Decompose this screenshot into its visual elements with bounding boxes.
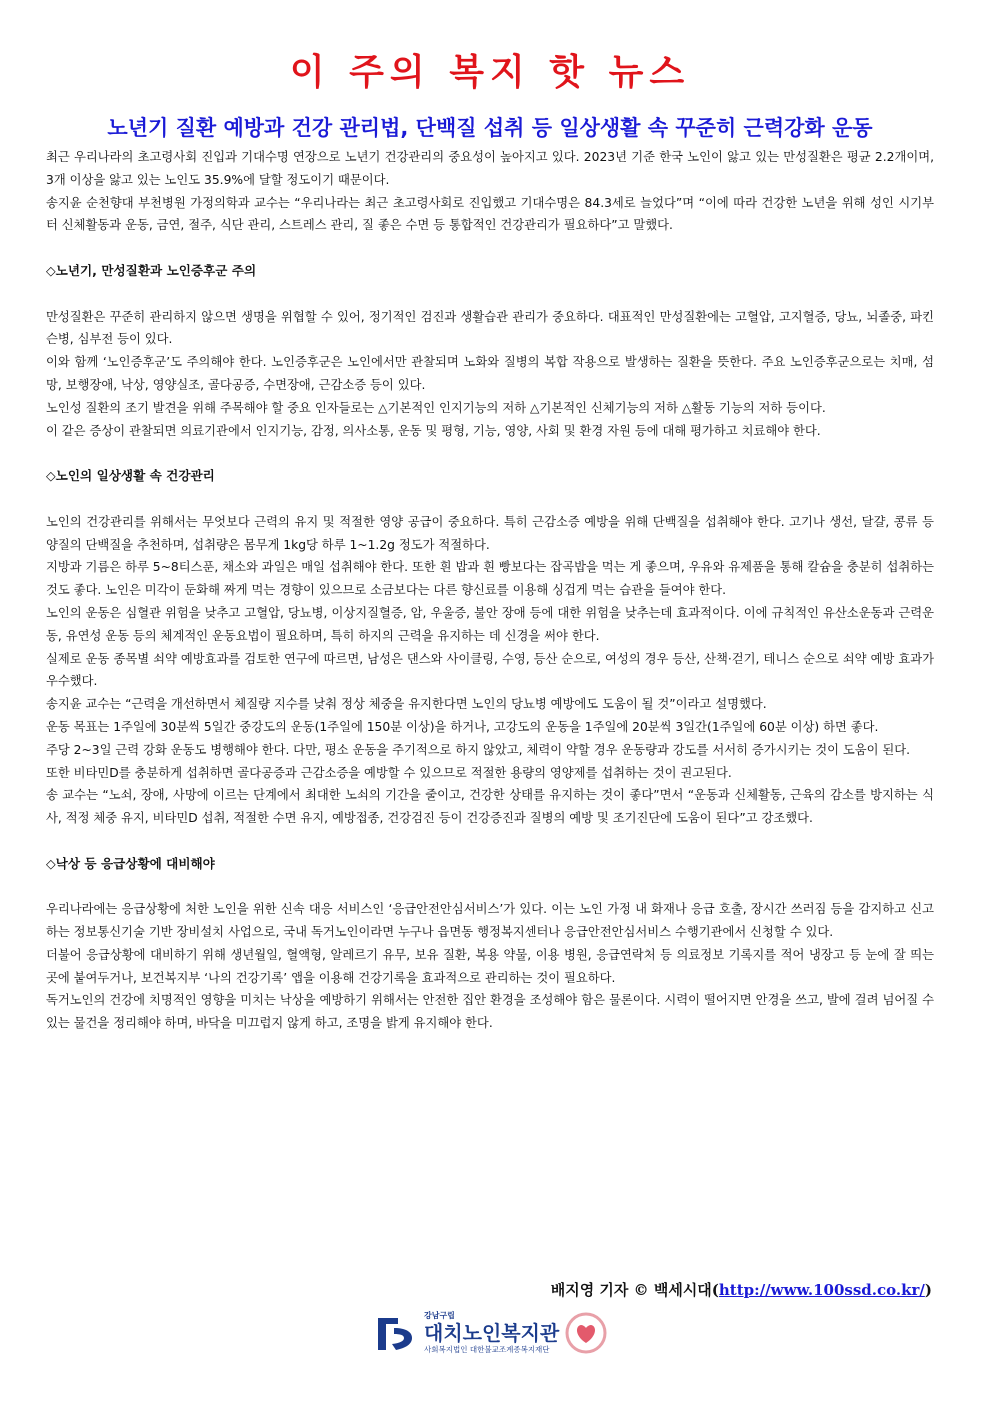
source-link[interactable]: http://www.100ssd.co.kr/ bbox=[718, 1281, 925, 1299]
byline-close: ) bbox=[924, 1281, 932, 1299]
paragraph: 이 같은 증상이 관찰되면 의료기관에서 인지기능, 감정, 의사소통, 운동 및 평형, 기능, 영양, 사회 및 환경 자원 등에 대해 평가하고 치료해야 한다. bbox=[46, 423, 821, 438]
section-heading: ◇노인의 일상생활 속 건강관리 bbox=[46, 468, 215, 484]
heart-emblem-icon bbox=[563, 1310, 609, 1356]
section-body bbox=[46, 306, 934, 443]
paragraph: 더불어 응급상황에 대비하기 위해 생년월일, 혈액형, 알레르기 유무, 보유 질환, 복용 약물, 이용 병원, 응급연락처 등 의료정보 기록지를 적어 냉장고 등 눈에 잘 띄는 곳에 붙여두거나, 보건복지부 ‘나의 건강기록’ 앱을 이용해 건강기록을 효과적으로 관리하는 것이 필요하다. bbox=[46, 947, 934, 985]
section-body bbox=[46, 511, 934, 830]
paragraph: 운동 목표는 1주일에 30분씩 5일간 중강도의 운동(1주일에 150분 이상)을 하거나, 고강도의 운동을 1주일에 20분씩 3일간(1주일에 60분 이상) 하면 좋다. bbox=[46, 719, 879, 734]
paragraph: 또한 비타민D를 충분하게 섭취하면 골다공증과 근감소증을 예방할 수 있으므로 적절한 용량의 영양제를 섭취하는 것이 권고된다. bbox=[46, 765, 732, 780]
paragraph: 만성질환은 꾸준히 관리하지 않으면 생명을 위협할 수 있어, 정기적인 검진과 생활습관 관리가 중요하다. 대표적인 만성질환에는 고혈압, 고지혈증, 당뇨, 뇌졸중, 파킨슨병, 심부전 등이 있다. bbox=[46, 309, 934, 347]
paragraph: 노인의 건강관리를 위해서는 무엇보다 근력의 유지 및 적절한 영양 공급이 중요하다. 특히 근감소증 예방을 위해 단백질을 섭취해야 한다. 고기나 생선, 달걀, 콩류 등 양질의 단백질을 추천하며, 섭취량은 몸무게 1kg당 하루 1~1.2g 정도가 적절하다. bbox=[46, 514, 934, 552]
paragraph: 지방과 기름은 하루 5~8티스푼, 채소와 과일은 매일 섭취해야 한다. 또한 흰 밥과 흰 빵보다는 잡곡밥을 먹는 게 좋으며, 우유와 유제품을 통해 칼슘을 충분히 섭취하는 것도 좋다. 노인은 미각이 둔화해 짜게 먹는 경향이 있으므로 소금보다는 다른 향신료를 이용해 싱겁게 먹는 습관을 들여야 한다. bbox=[46, 560, 934, 598]
section-body bbox=[46, 898, 934, 1035]
paragraph: 실제로 운동 종목별 쇠약 예방효과를 검토한 연구에 따르면, 남성은 댄스와 사이클링, 수영, 등산 순으로, 여성의 경우 등산, 산책·걷기, 테니스 순으로 쇠약 예방 효과가 우수했다. bbox=[46, 651, 934, 689]
paragraph: 송지윤 교수는 “근력을 개선하면서 체질량 지수를 낮춰 정상 체중을 유지한다면 노인의 당뇨병 예방에도 도움이 될 것”이라고 설명했다. bbox=[46, 697, 767, 712]
logo-bottom-text: 사회복지법인 대한불교조계종복지재단 bbox=[424, 1345, 550, 1354]
paragraph: 노인성 질환의 조기 발견을 위해 주목해야 할 중요 인자들로는 △기본적인 인지기능의 저하 △기본적인 신체기능의 저하 △활동 기능의 저하 등이다. bbox=[46, 400, 826, 415]
article-intro bbox=[46, 146, 934, 237]
byline-text: 배지영 기자 © 백세시대( bbox=[550, 1281, 719, 1299]
byline bbox=[551, 1279, 932, 1300]
page-title: 이 주의 복지 핫 뉴스 bbox=[289, 52, 691, 93]
article bbox=[46, 48, 934, 1035]
paragraph: 우리나라에는 응급상황에 처한 노인을 위한 신속 대응 서비스인 ‘응급안전안심서비스’가 있다. 이는 노인 가정 내 화재나 응급 호출, 장시간 쓰러짐 등을 감지하고 신고하는 정보통신기술 기반 장비설치 사업으로, 국내 독거노인이라면 누구나 읍면동 행정복지센터나 응급안전안심서비스 수행기관에서 신청할 수 있다. bbox=[46, 902, 934, 940]
paragraph: 노인의 운동은 심혈관 위험을 낮추고 고혈압, 당뇨병, 이상지질혈증, 암, 우울증, 불안 장애 등에 대한 위험을 낮추는데 효과적이다. 이에 규칙적인 유산소운동과 근력운동, 유연성 운동 등의 체계적인 운동요법이 필요하며, 특히 하지의 근력을 유지하는 데 신경을 써야 한다. bbox=[46, 605, 934, 643]
article-subtitle: 노년기 질환 예방과 건강 관리법, 단백질 섭취 등 일상생활 속 꾸준히 근력강화 운동 bbox=[107, 116, 873, 140]
paragraph: 이와 함께 ‘노인증후군’도 주의해야 한다. 노인증후군은 노인에서만 관찰되며 노화와 질병의 복합 작용으로 발생하는 질환을 뜻한다. 주요 노인증후군으로는 치매, 섬망, 보행장애, 낙상, 영양실조, 골다공증, 수면장애, 근감소증 등이 있다. bbox=[46, 355, 934, 392]
logo-top-text: 강남구립 bbox=[424, 1311, 455, 1320]
logo-name-text: 대치노인복지관 bbox=[424, 1321, 560, 1345]
organization-logo bbox=[372, 1305, 612, 1361]
paragraph: 송 교수는 “노쇠, 장애, 사망에 이르는 단계에서 최대한 노쇠의 기간을 줄이고, 건강한 상태를 유지하는 것이 좋다”면서 “운동과 신체활동, 근육의 감소를 방지하는 식사, 적정 체중 유지, 비타민D 섭취, 적절한 수면 유지, 예방접종, 건강검진 등이 건강증진과 질병의 예방 및 조기진단에 도움이 된다”고 강조했다. bbox=[46, 788, 934, 826]
logo-mark-icon bbox=[372, 1310, 418, 1356]
paragraph: 주당 2~3일 근력 강화 운동도 병행해야 한다. 다만, 평소 운동을 주기적으로 하지 않았고, 체력이 약할 경우 운동량과 강도를 서서히 증가시키는 것이 도움이 된다. bbox=[46, 742, 911, 757]
paragraph: 독거노인의 건강에 치명적인 영향을 미치는 낙상을 예방하기 위해서는 안전한 집안 환경을 조성해야 함은 물론이다. 시력이 떨어지면 안경을 쓰고, 발에 걸려 넘어질 수 있는 물건을 정리해야 하며, 바닥을 미끄럽지 않게 하고, 조명을 밝게 유지해야 한다. bbox=[46, 993, 934, 1031]
section-heading: ◇낙상 등 응급상황에 대비해야 bbox=[46, 855, 215, 871]
paragraph: 송지윤 순천향대 부천병원 가정의학과 교수는 “우리나라는 최근 초고령사회로 진입했고 기대수명은 84.3세로 늘었다”며 “이에 따라 건강한 노년을 위해 성인 시기부터 신체활동과 운동, 금연, 절주, 식단 관리, 스트레스 관리, 질 좋은 수면 등 통합적인 건강관리가 필요하다”고 말했다. bbox=[46, 195, 934, 233]
section-heading: ◇노년기, 만성질환과 노인증후군 주의 bbox=[46, 262, 257, 278]
paragraph: 최근 우리나라의 초고령사회 진입과 기대수명 연장으로 노년기 건강관리의 중요성이 높아지고 있다. 2023년 기준 한국 노인이 앓고 있는 만성질환은 평균 2.2개이며, 3개 이상을 앓고 있는 노인도 35.9%에 달할 정도이기 때문이다. bbox=[46, 150, 934, 187]
